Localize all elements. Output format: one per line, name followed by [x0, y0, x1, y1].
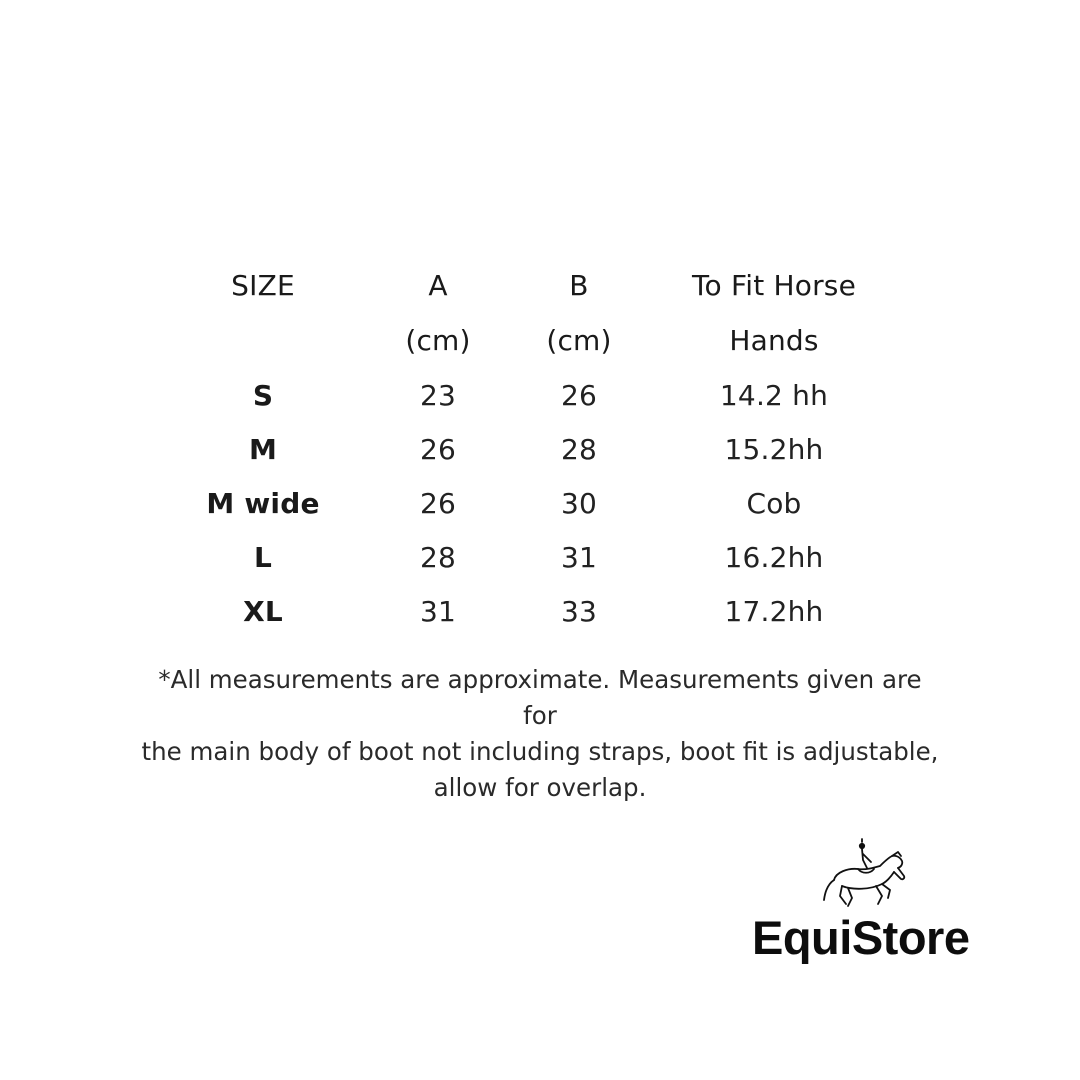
table-row [170, 476, 910, 530]
size-chart-header [170, 258, 910, 368]
a-cell: 31 [419, 594, 457, 628]
fit-cell: 14.2 hh [719, 378, 829, 412]
fit-cell: 17.2hh [724, 594, 824, 628]
header-b: B [569, 269, 589, 302]
note-line-1: *All measurements are approximate. Measurements given are for [158, 665, 922, 730]
header-b-unit: (cm) [546, 324, 612, 357]
b-cell: 26 [560, 378, 598, 412]
a-cell: 26 [419, 486, 457, 520]
clipped-text-line [660, 160, 900, 178]
fit-cell: 16.2hh [724, 540, 824, 574]
a-cell: 28 [419, 540, 457, 574]
header-row-2 [170, 313, 910, 368]
size-cell: S [252, 378, 274, 412]
a-cell: 26 [419, 432, 457, 466]
size-cell: M wide [206, 486, 320, 520]
size-cell: XL [243, 594, 283, 628]
dressage-horse-rider-icon [818, 838, 914, 910]
table-row [170, 584, 910, 638]
note-line-3: allow for overlap. [433, 773, 647, 802]
table-row [170, 368, 910, 422]
header-row-1 [170, 258, 910, 313]
header-hands: Hands [729, 324, 819, 357]
measurement-note [140, 662, 940, 806]
header-to-fit-horse: To Fit Horse [691, 269, 856, 302]
fit-cell: Cob [746, 486, 802, 520]
header-size-unit [170, 313, 356, 368]
a-cell: 23 [419, 378, 457, 412]
b-cell: 30 [560, 486, 598, 520]
header-a: A [428, 269, 448, 302]
b-cell: 33 [560, 594, 598, 628]
b-cell: 31 [560, 540, 598, 574]
b-cell: 28 [560, 432, 598, 466]
size-cell: L [253, 540, 273, 574]
brand-name: EquiStore [752, 911, 970, 964]
note-line-2: the main body of boot not including straps, boot fit is adjustable, [141, 737, 939, 766]
table-row [170, 530, 910, 584]
header-size: SIZE [231, 269, 295, 302]
header-a-unit: (cm) [405, 324, 471, 357]
table-row [170, 422, 910, 476]
equistore-logo [748, 838, 980, 970]
size-cell: M [248, 432, 278, 466]
fit-cell: 15.2hh [724, 432, 824, 466]
size-chart-table [170, 258, 910, 638]
